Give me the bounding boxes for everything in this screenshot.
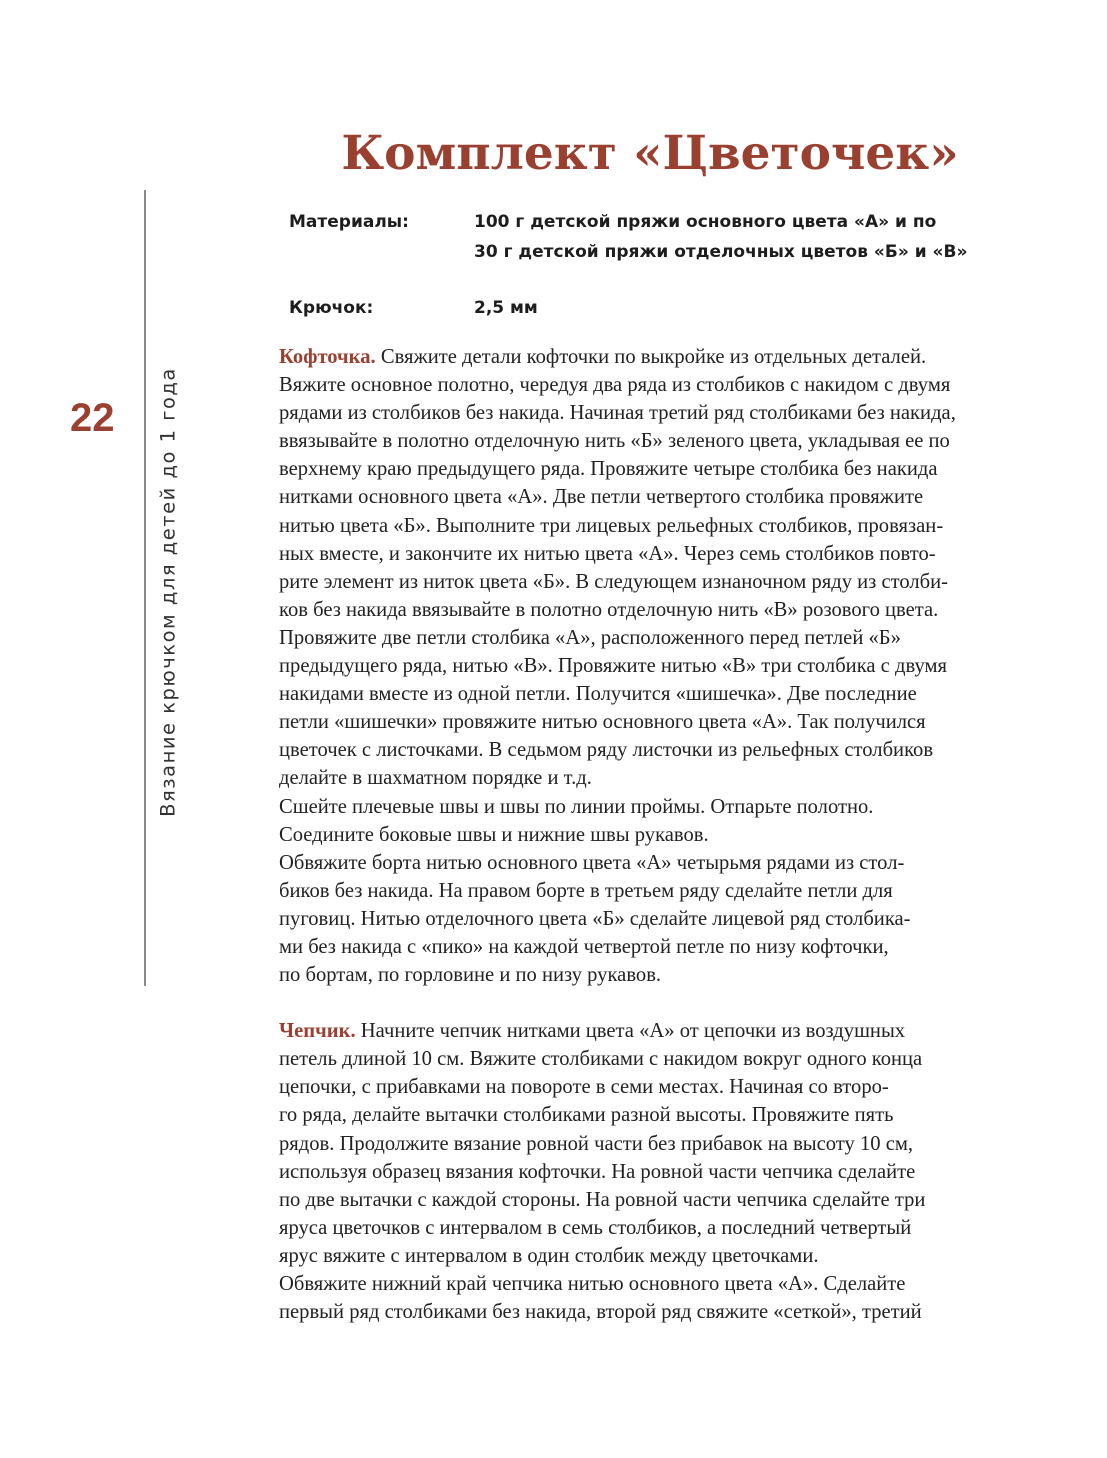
section-lead: Чепчик.: [279, 1020, 356, 1043]
text-line: петли «шишечки» провяжите нитью основного цвета «А». Так получился: [279, 711, 926, 734]
text-line: нитью цвета «Б». Выполните три лицевых рельефных столбиков, провязан-: [279, 514, 944, 537]
text-line: Обвяжите нижний край чепчика нитью основного цвета «А». Сделайте: [279, 1273, 906, 1295]
text-line: яруса цветочков с интервалом в семь столбиков, а последний четвертый: [279, 1216, 912, 1239]
text-line: ввязывайте в полотно отделочную нить «Б» зеленого цвета, укладывая ее по: [279, 430, 950, 453]
text-line: цепочки, с прибавками на повороте в семи местах. Начиная со второ-: [279, 1076, 889, 1099]
text-line: биков без накида. На правом борте в третьем ряду сделайте петли для: [279, 879, 893, 902]
text-line: ков без накида ввязывайте в полотно отделочную нить «В» розового цвета.: [279, 598, 939, 621]
text-line: нитками основного цвета «А». Две петли четвертого столбика провяжите: [279, 486, 924, 509]
materials-value: [474, 207, 967, 267]
text-line: Обвяжите борта нитью основного цвета «А» четырьмя рядами из стол-: [279, 851, 905, 874]
text-line: верхнему краю предыдущего ряда. Провяжите четыре столбика без накида: [279, 458, 938, 481]
book-title: Вязание крючком для детей до 1 года: [156, 367, 180, 817]
hook-label: Крючок:: [289, 298, 374, 318]
materials-label: Материалы:: [289, 212, 409, 232]
materials-line: 100 г детской пряжи основного цвета «А» и по: [474, 212, 937, 232]
text-line: по бортам, по горловине и по низу рукавов.: [279, 964, 662, 987]
text-line: ных вместе, и закончите их нитью цвета «А». Через семь столбиков повто-: [279, 542, 936, 565]
text-line: рите элемент из ниток цвета «Б». В следующем изнаночном ряду из столби-: [279, 570, 948, 593]
text-line: пуговиц. Нитью отделочного цвета «Б» сделайте лицевой ряд столбика-: [279, 907, 911, 930]
text-line: [279, 1017, 1039, 1045]
text-line: предыдущего ряда, нитью «В». Провяжите нитью «В» три столбика с двумя: [279, 655, 947, 678]
instructions: [279, 343, 1039, 1326]
text-line: [279, 343, 1039, 371]
page-number: 22: [70, 396, 115, 440]
hook-size: 2,5 мм: [474, 298, 538, 318]
text-line: Сшейте плечевые швы и швы по линии проймы. Отпарьте полотно.: [279, 795, 874, 818]
section-paragraph: [279, 343, 1039, 989]
text-line: делайте в шахматном порядке и т.д.: [279, 767, 592, 790]
section-text: Начните чепчик нитками цвета «А» от цепочки из воздушных: [355, 1020, 906, 1043]
section-text: Свяжите детали кофточки по выкройке из отдельных деталей.: [375, 346, 927, 368]
text-line: по две вытачки с каждой стороны. На ровной части чепчика сделайте три: [279, 1188, 926, 1211]
text-line: ярус вяжите с интервалом в один столбик между цветочками.: [279, 1244, 819, 1267]
text-line: Вяжите основное полотно, чередуя два ряда из столбиков с накидом с двумя: [279, 374, 951, 397]
side-rule: [144, 190, 146, 986]
hook-row: [289, 293, 1029, 323]
materials-row: [289, 207, 1029, 267]
materials-block: [289, 207, 1029, 323]
text-line: Провяжите две петли столбика «А», расположенного перед петлей «Б»: [279, 626, 901, 649]
text-line: Соедините боковые швы и нижние швы рукавов.: [279, 823, 709, 846]
text-line: ми без накида с «пико» на каждой четвертой петле по низу кофточки,: [279, 935, 889, 958]
text-line: цветочек с листочками. В седьмом ряду листочки из рельефных столбиков: [279, 739, 934, 762]
text-line: го ряда, делайте вытачки столбиками разной высоты. Провяжите пять: [279, 1104, 894, 1127]
materials-line: 30 г детской пряжи отделочных цветов «Б» и «В»: [474, 242, 968, 262]
text-line: первый ряд столбиками без накида, второй ряд свяжите «сеткой», третий: [279, 1301, 922, 1324]
page-title: Комплект «Цветочек»: [341, 126, 959, 181]
section-paragraph: [279, 1017, 1039, 1326]
text-line: используя образец вязания кофточки. На ровной части чепчика сделайте: [279, 1160, 916, 1183]
section-lead: Кофточка.: [279, 346, 376, 368]
text-line: петель длиной 10 см. Вяжите столбиками с накидом вокруг одного конца: [279, 1048, 923, 1071]
text-line: накидами вместе из одной петли. Получится «шишечка». Две последние: [279, 683, 917, 706]
text-line: рядами из столбиков без накида. Начиная третий ряд столбиками без накида,: [279, 402, 956, 425]
text-line: рядов. Продолжите вязание ровной части без прибавок на высоту 10 см,: [279, 1132, 914, 1155]
hook-value: [474, 293, 538, 323]
